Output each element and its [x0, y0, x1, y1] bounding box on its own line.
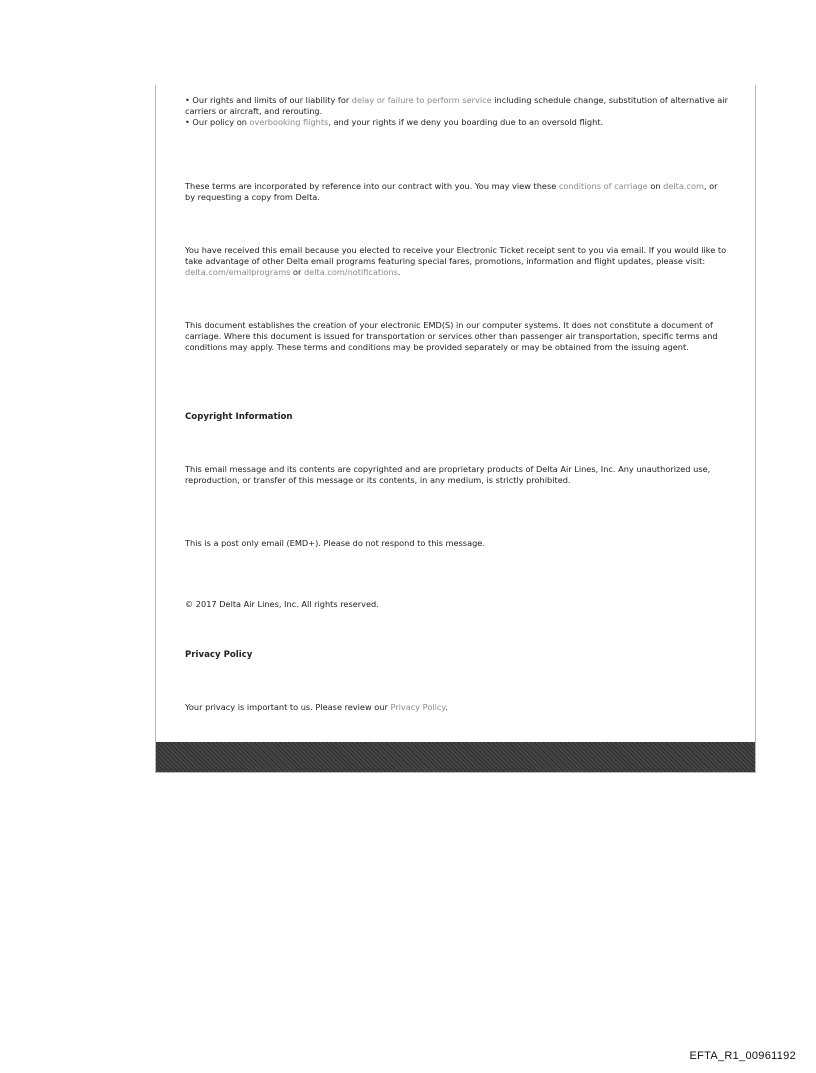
document-id: EFTA_R1_00961192	[689, 1050, 796, 1062]
delay-failure-link[interactable]: delay or failure to perform service	[351, 95, 492, 105]
email-programs-link[interactable]: delta.com/emailprograms	[185, 267, 291, 277]
copyright-line: © 2017 Delta Air Lines, Inc. All rights reserved.	[185, 599, 379, 609]
notifications-link[interactable]: delta.com/notifications	[303, 267, 398, 277]
emd-notice-paragraph: This document establishes the creation of your electronic EMD(S) in our computer systems. It does not constitute a document of carriage. Where this document is issued for transportation or services other than passenger air transportation, specific terms and conditions may apply. These terms and conditions may be provided separately or may be obtained from the issuing agent.	[185, 320, 718, 352]
overbooking-link[interactable]: overbooking flights	[249, 117, 329, 127]
liability-bullet-1: • Our rights and limits of our liability for delay or failure to perform service including schedule change, substitution of alternative air carriers or aircraft, and rerouting.	[185, 95, 728, 116]
email-body	[155, 85, 756, 773]
privacy-heading: Privacy Policy	[185, 650, 253, 660]
privacy-policy-link[interactable]: Privacy Policy	[390, 702, 446, 712]
terms-paragraph: These terms are incorporated by reference into our contract with you. You may view these conditions of carriage on delta.com, or by requesting a copy from Delta.	[185, 181, 718, 202]
footer-bar	[156, 742, 755, 772]
copyright-heading: Copyright Information	[185, 412, 293, 422]
email-notice-paragraph: You have received this email because you elected to receive your Electronic Ticket receipt sent to you via email. If you would like to take advantage of other Delta email programs featuring special fares, promotions, information and flight updates, please visit: delta.com/emailprograms or delta.com/notifications.	[185, 245, 727, 277]
post-only-notice: This is a post only email (EMD+). Please do not respond to this message.	[185, 538, 485, 548]
conditions-of-carriage-link[interactable]: conditions of carriage	[558, 181, 648, 191]
liability-bullet-2: • Our policy on overbooking flights, and your rights if we deny you boarding due to an oversold flight.	[185, 117, 604, 127]
liability-section	[185, 95, 730, 128]
privacy-paragraph: Your privacy is important to us. Please review our Privacy Policy.	[185, 702, 448, 712]
delta-com-link[interactable]: delta.com	[663, 181, 704, 191]
copyright-paragraph: This email message and its contents are copyrighted and are proprietary products of Delta Air Lines, Inc. Any unauthorized use, reproduction, or transfer of this message or its contents, in any medium, is strictly prohibited.	[185, 464, 711, 485]
